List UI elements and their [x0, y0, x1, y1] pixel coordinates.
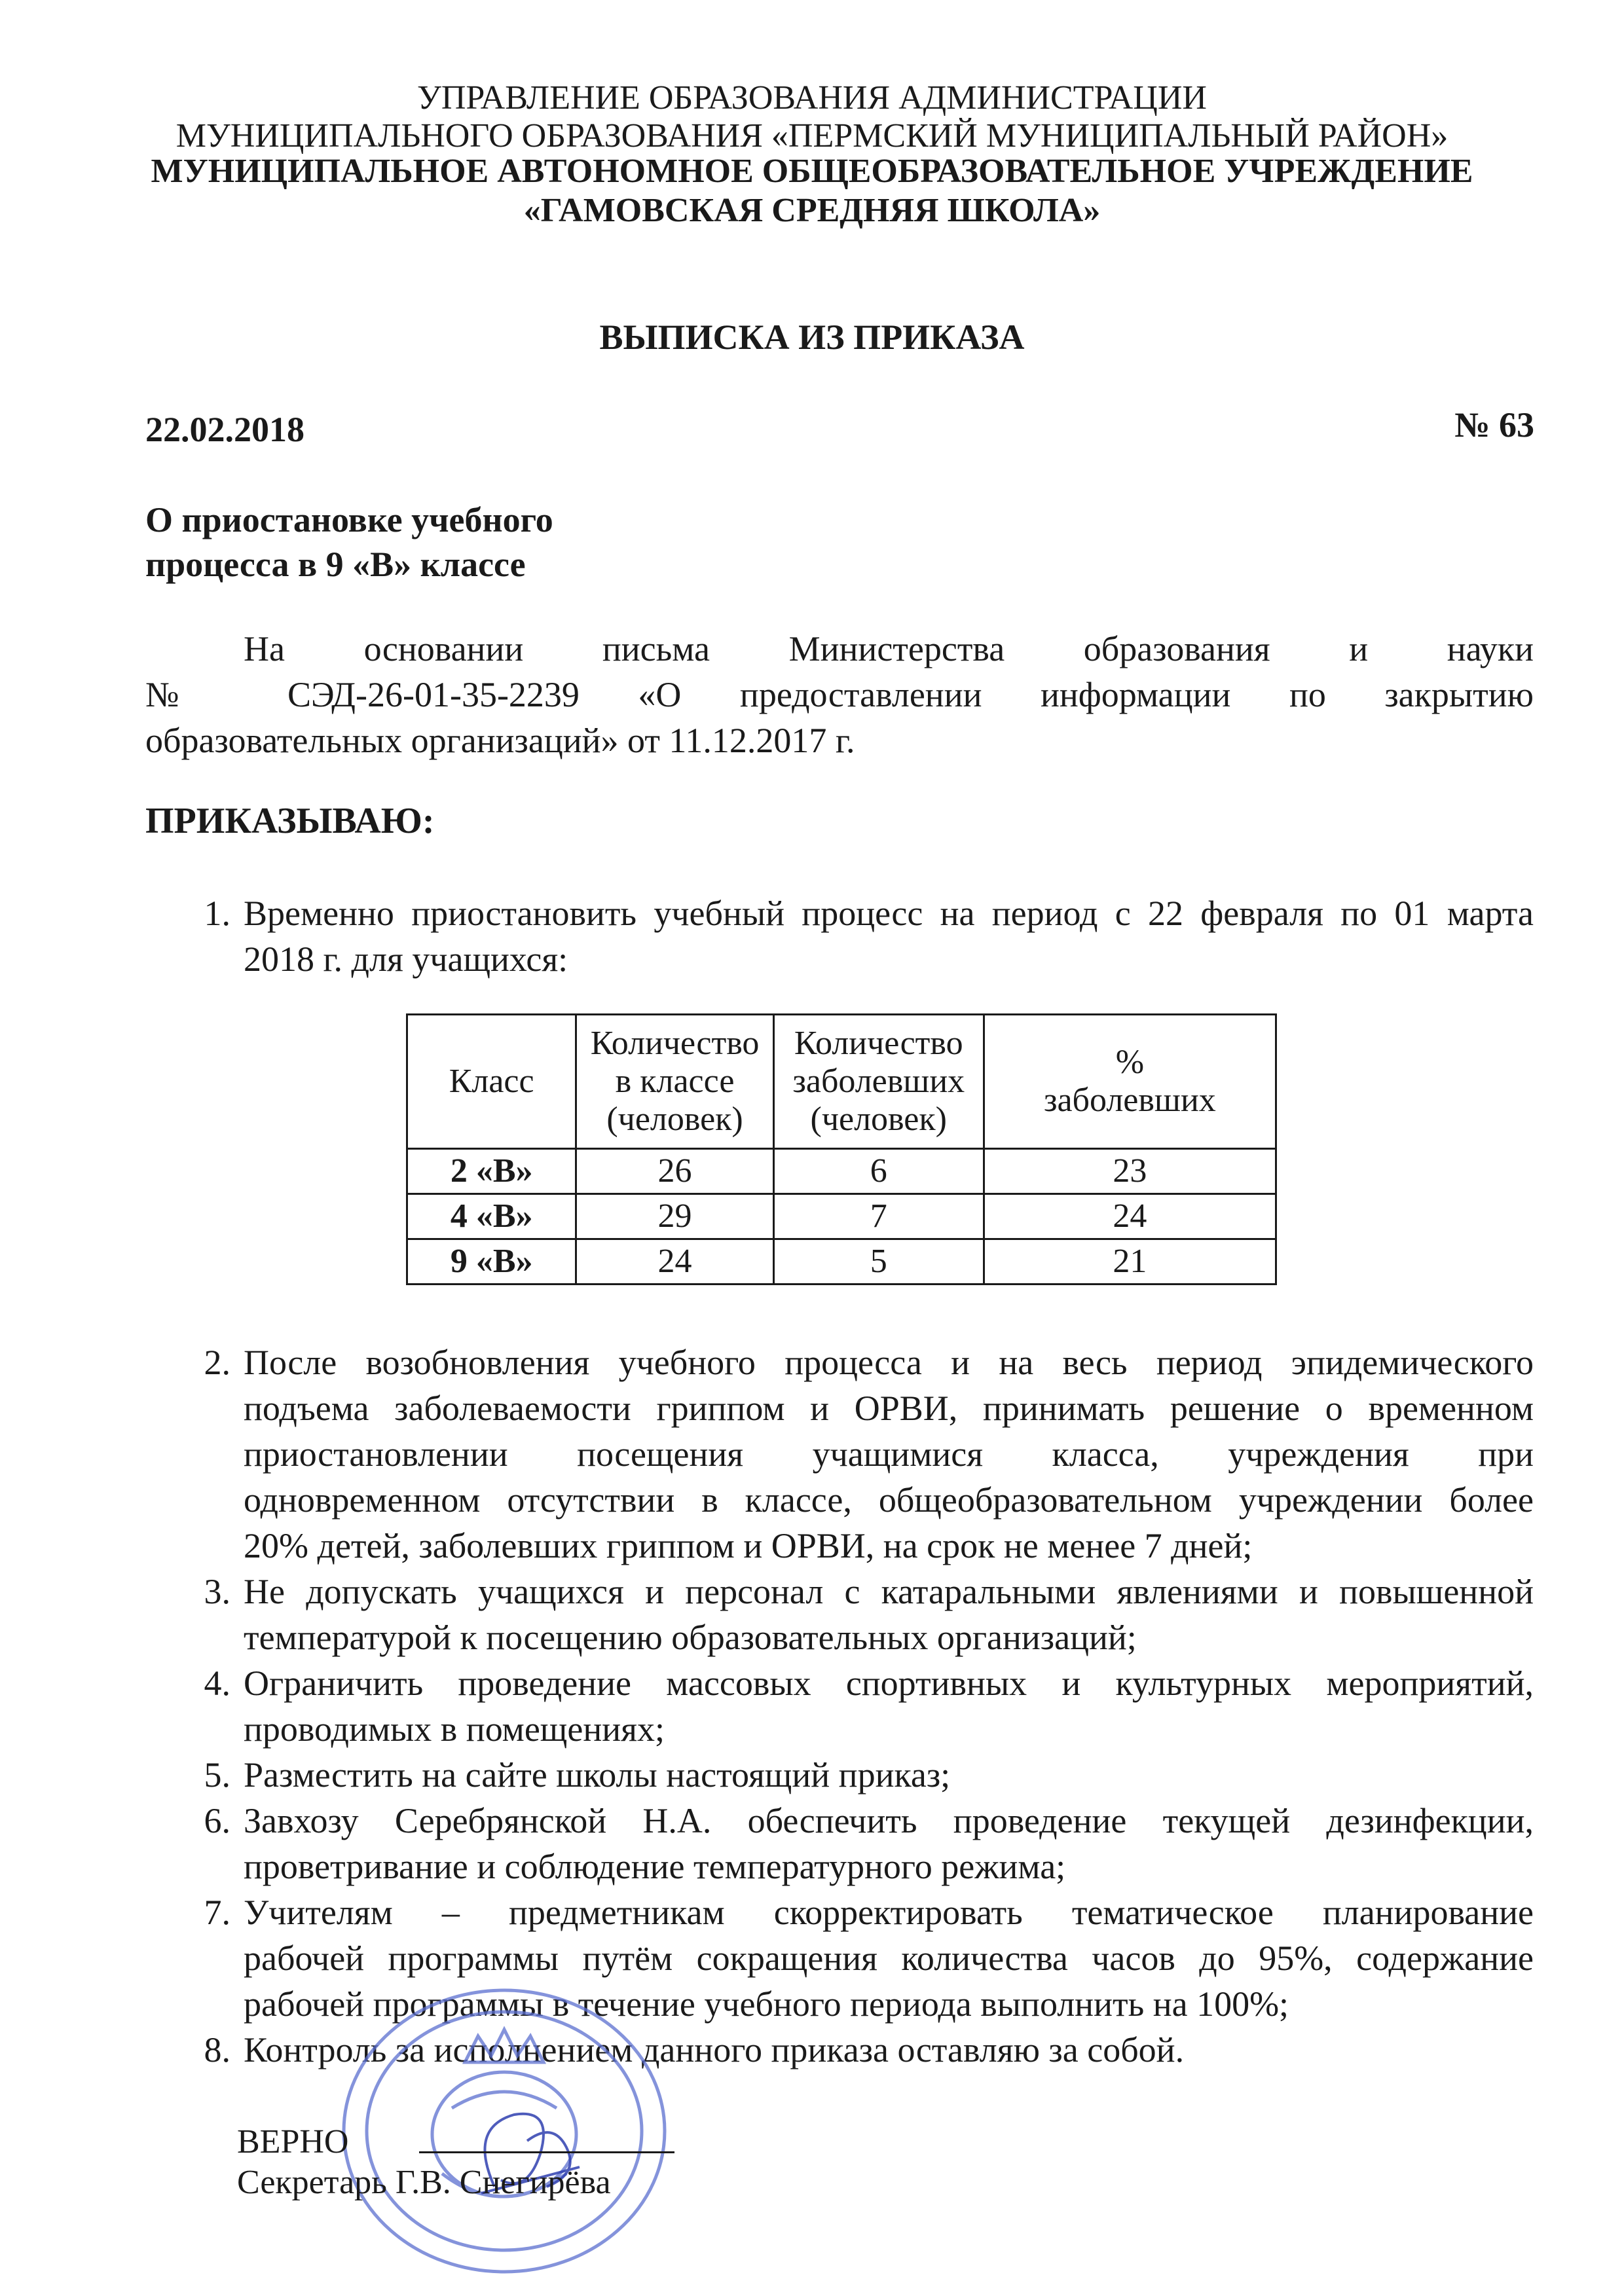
- item-line: Завхозу Серебрянской Н.А. обеспечить проведение текущей дезинфекции,: [244, 1801, 1534, 1840]
- table-cell: 5: [773, 1239, 984, 1285]
- item-line: Разместить на сайте школы настоящий приказ;: [244, 1755, 951, 1795]
- header-line-4: «ГАМОВСКАЯ СРЕДНЯЯ ШКОЛА»: [523, 192, 1101, 229]
- item-number: 6.: [204, 1801, 231, 1840]
- table-cell: 6: [773, 1149, 984, 1194]
- header-line-3: МУНИЦИПАЛЬНОЕ АВТОНОМНОЕ ОБЩЕОБРАЗОВАТЕЛЬНОЕ УЧРЕЖДЕНИЕ: [151, 153, 1473, 190]
- basis-line: образовательных организаций» от 11.12.2017 г.: [145, 721, 855, 760]
- table-header-cell: % заболевших: [984, 1015, 1276, 1149]
- item-number: 1.: [204, 894, 231, 933]
- round-seal-stamp-icon: [331, 1977, 671, 2278]
- table-cell: 24: [576, 1239, 773, 1285]
- item-line: проводимых в помещениях;: [244, 1709, 665, 1749]
- order-date: 22.02.2018: [145, 410, 304, 449]
- item-line: Контроль за исполнением данного приказа оставляю за собой.: [244, 2030, 1185, 2069]
- table-cell: 21: [984, 1239, 1276, 1285]
- item-line: проветривание и соблюдение температурного режима;: [244, 1847, 1066, 1886]
- item-line: 20% детей, заболевших гриппом и ОРВИ, на срок не менее 7 дней;: [244, 1526, 1253, 1565]
- header-line-2: МУНИЦИПАЛЬНОГО ОБРАЗОВАНИЯ «ПЕРМСКИЙ МУНИЦИПАЛЬНЫЙ РАЙОН»: [175, 117, 1449, 155]
- item-number: 3.: [204, 1572, 231, 1611]
- table-header-cell: Количество в классе (человек): [576, 1015, 773, 1149]
- item-line: температурой к посещению образовательных организаций;: [244, 1618, 1137, 1657]
- signature-line: [419, 2151, 674, 2153]
- signer-name: Секретарь Г.В. Снегирёва: [237, 2164, 611, 2201]
- table-cell: 23: [984, 1149, 1276, 1194]
- item-number: 2.: [204, 1343, 231, 1382]
- item-line: рабочей программы в течение учебного периода выполнить на 100%;: [244, 1984, 1289, 2024]
- table-row: [407, 1194, 1276, 1239]
- order-heading: ПРИКАЗЫВАЮ:: [145, 801, 435, 841]
- table-cell: 24: [984, 1194, 1276, 1239]
- table-cell-class: 9 «В»: [407, 1239, 576, 1285]
- item-line: приостановлении посещения учащимися класса, учреждения при: [244, 1434, 1534, 1474]
- table-cell: 26: [576, 1149, 773, 1194]
- table-cell: 7: [773, 1194, 984, 1239]
- table-header-row: [407, 1015, 1276, 1149]
- illness-table: [406, 1013, 1277, 1285]
- item-line: рабочей программы путём сокращения количества часов до 95%, содержание: [244, 1939, 1534, 1978]
- table-row: [407, 1239, 1276, 1285]
- table-cell-class: 4 «В»: [407, 1194, 576, 1239]
- subject-line-2: процесса в 9 «В» классе: [145, 545, 526, 584]
- subject-line-1: О приостановке учебного: [145, 500, 553, 539]
- item-number: 8.: [204, 2030, 231, 2069]
- table-cell: 29: [576, 1194, 773, 1239]
- table-header-cell: Количество заболевших (человек): [773, 1015, 984, 1149]
- basis-line: На основании письма Министерства образования и науки: [244, 629, 1534, 668]
- document-title: ВЫПИСКА ИЗ ПРИКАЗА: [599, 318, 1025, 357]
- order-number: № 63: [1454, 405, 1534, 445]
- basis-line: № СЭД-26-01-35-2239 «О предоставлении информации по закрытию: [145, 675, 1534, 714]
- item-line: Ограничить проведение массовых спортивных и культурных мероприятий,: [244, 1664, 1534, 1703]
- table-header-cell: Класс: [407, 1015, 576, 1149]
- item-number: 5.: [204, 1755, 231, 1795]
- item-number: 4.: [204, 1664, 231, 1703]
- table-row: [407, 1149, 1276, 1194]
- basis-paragraph: [145, 626, 1534, 763]
- item-line: подъема заболеваемости гриппом и ОРВИ, принимать решение о временном: [244, 1389, 1534, 1428]
- item-line: Временно приостановить учебный процесс на период с 22 февраля по 01 марта: [244, 894, 1534, 933]
- item-number: 7.: [204, 1893, 231, 1932]
- table-cell-class: 2 «В»: [407, 1149, 576, 1194]
- item-line: Не допускать учащихся и персонал с катаральными явлениями и повышенной: [244, 1572, 1534, 1611]
- header-line-1: УПРАВЛЕНИЕ ОБРАЗОВАНИЯ АДМИНИСТРАЦИИ: [417, 79, 1207, 117]
- item-line: После возобновления учебного процесса и на весь период эпидемического: [244, 1343, 1534, 1382]
- item-line: 2018 г. для учащихся:: [244, 939, 568, 979]
- item-line: Учителям – предметникам скорректировать тематическое планирование: [244, 1893, 1534, 1932]
- item-line: одновременном отсутствии в классе, общеобразовательном учреждении более: [244, 1480, 1534, 1520]
- verified-label: ВЕРНО: [237, 2123, 349, 2160]
